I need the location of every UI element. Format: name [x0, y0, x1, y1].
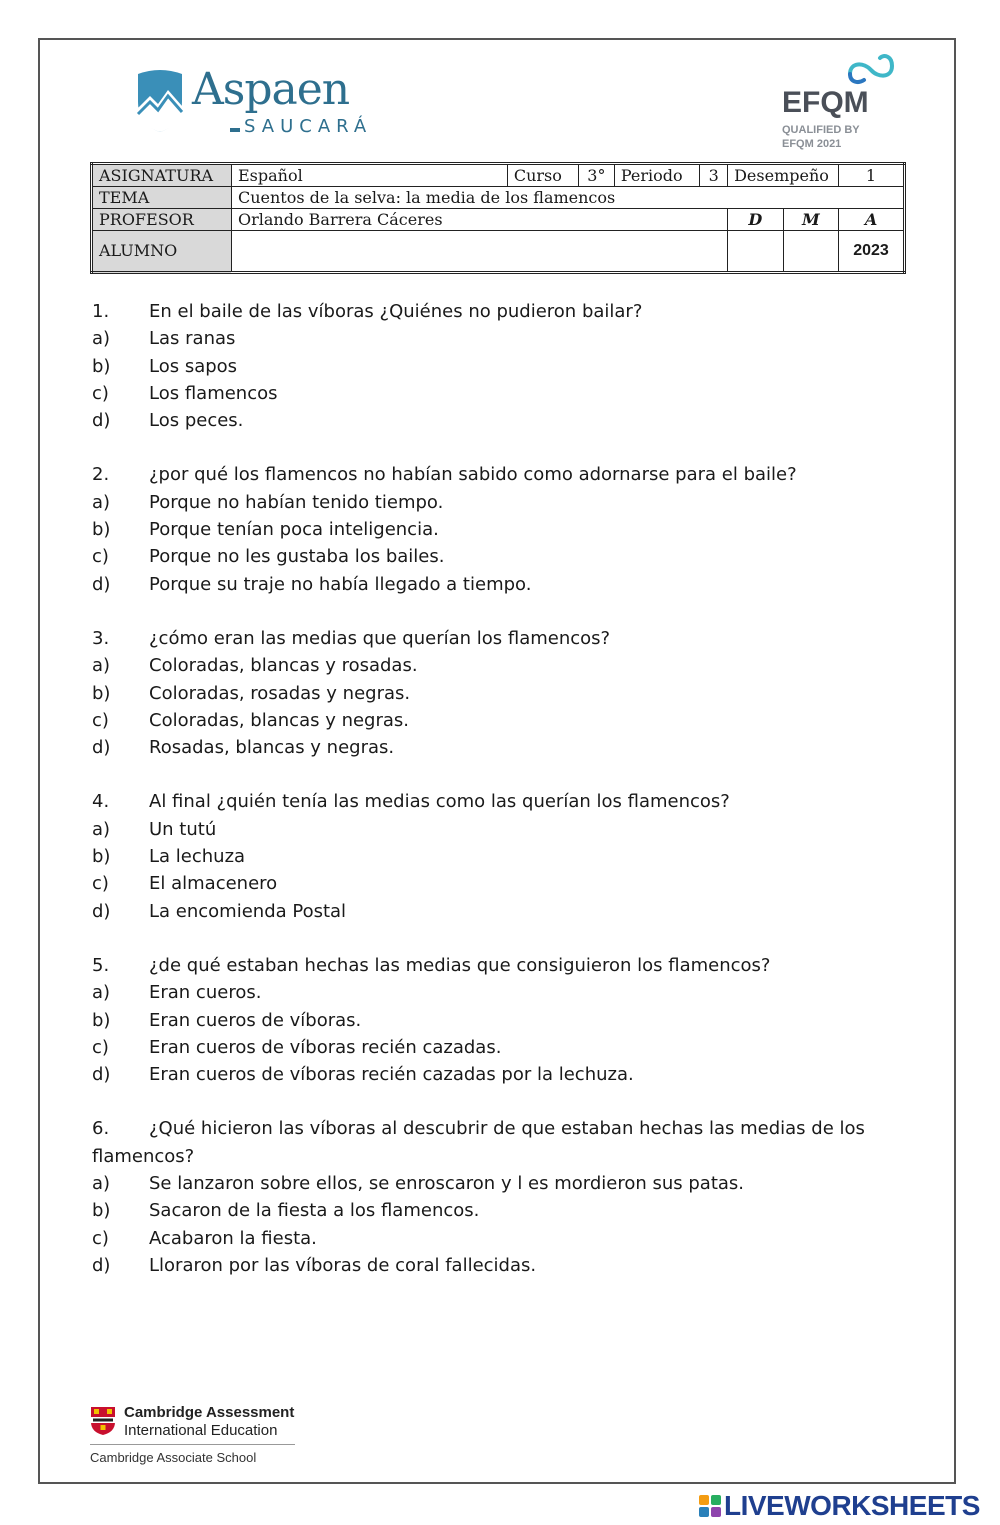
option-text: Los peces. — [149, 410, 244, 432]
option-text: Eran cueros de víboras. — [149, 1009, 362, 1031]
option-text: Lloraron por las víboras de coral fallecidas. — [149, 1254, 537, 1276]
info-table — [90, 162, 906, 274]
question-text: Al final ¿quién tenía las medias como las querían los flamencos? — [149, 791, 730, 813]
option-letter: d) — [92, 900, 111, 922]
option-text: Acabaron la fiesta. — [149, 1227, 317, 1249]
option[interactable] — [92, 353, 882, 380]
option-letter: c) — [92, 1227, 109, 1249]
option[interactable] — [92, 734, 882, 761]
option-letter: a) — [92, 1173, 111, 1195]
question-number: 3. — [92, 627, 110, 649]
efqm-title: EFQM — [782, 86, 869, 119]
option-text: Porque tenían poca inteligencia. — [149, 519, 439, 541]
option-letter: b) — [92, 1200, 111, 1222]
liveworksheets-icon — [698, 1494, 722, 1518]
efqm-infinity-icon — [846, 52, 896, 88]
option[interactable] — [92, 1034, 882, 1061]
question-number: 5. — [92, 954, 110, 976]
day-value[interactable] — [728, 231, 783, 273]
aspaen-logo — [134, 64, 394, 140]
option-letter: c) — [92, 873, 109, 895]
question-number: 6. — [92, 1118, 110, 1140]
efqm-qualified-line2: EFQM 2021 — [782, 138, 842, 150]
question-number: 1. — [92, 301, 110, 322]
cambridge-line3: Cambridge Associate School — [90, 1450, 257, 1465]
option[interactable] — [92, 325, 882, 352]
question-2 — [92, 461, 882, 597]
question-5 — [92, 952, 882, 1088]
option-text: Un tutú — [149, 818, 217, 840]
option[interactable] — [92, 1170, 882, 1197]
option[interactable] — [92, 489, 882, 516]
tema-value: Cuentos de la selva: la media de los flamencos — [231, 187, 904, 209]
option[interactable] — [92, 898, 882, 925]
option-text: Sacaron de la fiesta a los flamencos. — [149, 1200, 480, 1222]
cambridge-divider — [90, 1444, 295, 1445]
option-letter: b) — [92, 682, 111, 704]
cambridge-line1: Cambridge Assessment — [124, 1404, 295, 1421]
curso-label: Curso — [507, 164, 578, 187]
aspaen-shield-icon — [134, 68, 186, 134]
liveworksheets-text: LIVEWORKSHEETS — [724, 1490, 980, 1521]
option-text: Coloradas, blancas y rosadas. — [149, 655, 418, 677]
option[interactable] — [92, 516, 882, 543]
question-text: ¿cómo eran las medias que querían los flamencos? — [149, 627, 611, 649]
option-text: El almacenero — [149, 873, 278, 895]
option[interactable] — [92, 1225, 882, 1252]
option[interactable] — [92, 380, 882, 407]
option-letter: b) — [92, 519, 111, 541]
option[interactable] — [92, 1007, 882, 1034]
option-letter: a) — [92, 491, 111, 513]
option-text: La lechuza — [149, 846, 246, 868]
option-letter: b) — [92, 846, 111, 868]
option-letter: d) — [92, 410, 111, 432]
option[interactable] — [92, 707, 882, 734]
question-number: 4. — [92, 791, 110, 813]
liveworksheets-badge — [698, 1490, 998, 1522]
cambridge-logo — [90, 1404, 350, 1474]
question-text: ¿por qué los flamencos no habían sabido como adornarse para el baile? — [149, 464, 797, 486]
option-letter: d) — [92, 737, 111, 759]
desempeno-label: Desempeño — [728, 164, 839, 187]
question-text: ¿de qué estaban hechas las medias que consiguieron los flamencos? — [149, 954, 771, 976]
option-letter: d) — [92, 1064, 111, 1086]
curso-value: 3° — [578, 164, 614, 187]
option-text: Los flamencos — [149, 382, 278, 404]
question-3 — [92, 625, 882, 761]
info-row-alumno — [92, 231, 905, 273]
year-value: 2023 — [839, 231, 905, 273]
option-text: Coloradas, rosadas y negras. — [149, 682, 411, 704]
option[interactable] — [92, 979, 882, 1006]
option[interactable] — [92, 816, 882, 843]
option-text: Se lanzaron sobre ellos, se enroscaron y l es mordieron sus patas. — [149, 1173, 745, 1195]
cambridge-line2: International Education — [124, 1422, 278, 1439]
option[interactable] — [92, 680, 882, 707]
option-text: Eran cueros. — [149, 982, 262, 1004]
option-text: Los sapos — [149, 355, 238, 377]
option-letter: c) — [92, 382, 109, 404]
asignatura-label: ASIGNATURA — [92, 164, 232, 187]
option[interactable] — [92, 652, 882, 679]
efqm-qualified-line1: QUALIFIED BY — [782, 124, 860, 136]
option-letter: a) — [92, 818, 111, 840]
year-header: A — [839, 209, 905, 231]
option-letter: c) — [92, 1036, 109, 1058]
profesor-label: PROFESOR — [92, 209, 232, 231]
profesor-value: Orlando Barrera Cáceres — [231, 209, 727, 231]
option[interactable] — [92, 870, 882, 897]
option[interactable] — [92, 843, 882, 870]
tema-label: TEMA — [92, 187, 232, 209]
option-letter: a) — [92, 328, 111, 350]
option-text: Eran cueros de víboras recién cazadas por la lechuza. — [149, 1064, 634, 1086]
alumno-value[interactable] — [231, 231, 727, 273]
option-letter: c) — [92, 709, 109, 731]
question-6 — [92, 1115, 882, 1279]
option[interactable] — [92, 1197, 882, 1224]
efqm-logo — [780, 52, 910, 152]
month-value[interactable] — [783, 231, 838, 273]
option-text: Porque no les gustaba los bailes. — [149, 546, 445, 568]
school-name: Aspaen — [192, 64, 350, 115]
option-letter: d) — [92, 573, 111, 595]
option[interactable] — [92, 571, 882, 598]
info-row-asignatura — [92, 164, 905, 187]
cambridge-shield-icon — [90, 1406, 116, 1436]
option-letter: c) — [92, 546, 109, 568]
option-letter: b) — [92, 1009, 111, 1031]
option[interactable] — [92, 1252, 882, 1279]
info-row-tema — [92, 187, 905, 209]
desempeno-value: 1 — [839, 164, 905, 187]
question-number: 2. — [92, 464, 110, 486]
option-text: Coloradas, blancas y negras. — [149, 709, 410, 731]
question-4 — [92, 788, 882, 924]
option-text: Rosadas, blancas y negras. — [149, 737, 395, 759]
option-text: Porque su traje no había llegado a tiempo. — [149, 573, 532, 595]
question-1 — [92, 298, 882, 434]
option[interactable] — [92, 543, 882, 570]
alumno-label: ALUMNO — [92, 231, 232, 273]
option-text: Las ranas — [149, 328, 236, 350]
month-header: M — [783, 209, 838, 231]
school-subtitle: SAUCARÁ — [244, 116, 373, 137]
asignatura-value: Español — [231, 164, 507, 187]
option-text: Porque no habían tenido tiempo. — [149, 491, 444, 513]
periodo-label: Periodo — [614, 164, 699, 187]
option[interactable] — [92, 1061, 882, 1088]
option-letter: d) — [92, 1254, 111, 1276]
option-letter: a) — [92, 982, 111, 1004]
option-text: La encomienda Postal — [149, 900, 347, 922]
periodo-value: 3 — [700, 164, 728, 187]
day-header: D — [728, 209, 783, 231]
questions-list — [92, 298, 882, 1306]
info-row-profesor — [92, 209, 905, 231]
aspaen-dash — [230, 128, 240, 132]
question-text: ¿Qué hicieron las víboras al descubrir de que estaban hechas las medias de los flamencos? — [92, 1118, 865, 1167]
option-letter: b) — [92, 355, 111, 377]
option[interactable] — [92, 407, 882, 434]
question-text: En el baile de las víboras ¿Quiénes no pudieron bailar? — [149, 301, 643, 322]
option-text: Eran cueros de víboras recién cazadas. — [149, 1036, 502, 1058]
option-letter: a) — [92, 655, 111, 677]
